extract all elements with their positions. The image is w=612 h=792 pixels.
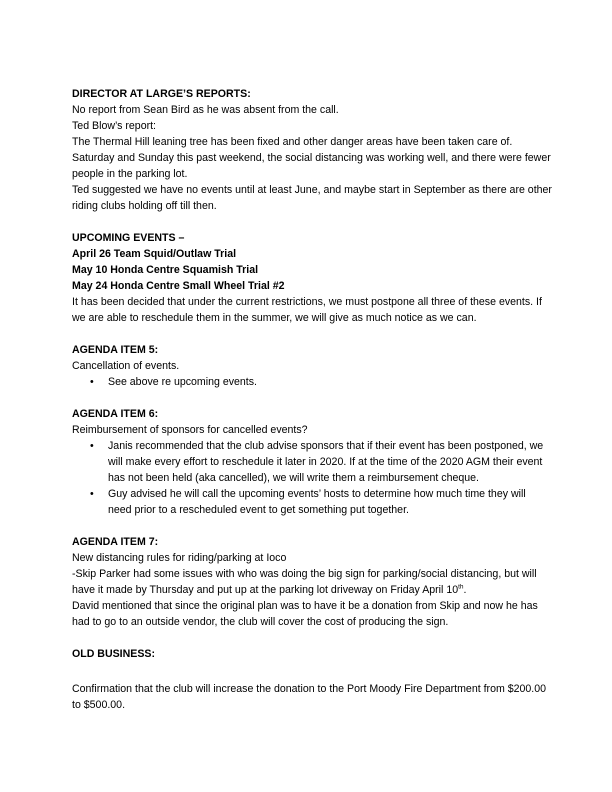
bullet-icon: •	[90, 488, 94, 500]
skip-parker-text: -Skip Parker had some issues with who was doing the big sign for parking/social distancing, but will have it made by Thursday and put up at the parking lot driveway on Friday April 10	[72, 568, 537, 596]
director-reports-heading: DIRECTOR AT LARGE’S REPORTS:	[72, 88, 251, 100]
donation-confirmation: Confirmation that the club will increase the donation to the Port Moody Fire Department from $200.00 to $500.00.	[72, 683, 547, 711]
agenda-item-5-list	[72, 374, 552, 390]
event-item: April 26 Team Squid/Outlaw Trial	[72, 248, 237, 260]
agenda-item-7-intro: New distancing rules for riding/parking at Ioco	[72, 552, 287, 564]
upcoming-events-heading: UPCOMING EVENTS –	[72, 232, 185, 244]
sentence-end: .	[463, 584, 467, 596]
old-business-heading: OLD BUSINESS:	[72, 648, 155, 660]
minutes-page	[72, 86, 552, 713]
spacer	[72, 214, 552, 230]
list-item-text: Guy advised he will call the upcoming events’ hosts to determine how much time they will need prior to a rescheduled event to get something put together.	[108, 488, 526, 516]
skip-parker-note	[72, 566, 552, 598]
thermal-hill-note: The Thermal Hill leaning tree has been fixed and other danger areas have been taken care of.	[72, 136, 513, 148]
spacer	[72, 326, 552, 342]
spacer	[72, 390, 552, 406]
event-item: May 10 Honda Centre Squamish Trial	[72, 264, 259, 276]
list-item	[72, 486, 552, 518]
agenda-item-6-intro: Reimbursement of sponsors for cancelled events?	[72, 424, 308, 436]
list-item-text: Janis recommended that the club advise sponsors that if their event has been postponed, we will make every effort to reschedule it later in 2020. If at the time of the 2020 AGM their event has not been held (aka cancelled), we will write them a reimbursement cheque.	[108, 440, 544, 484]
weekend-distancing-note: Saturday and Sunday this past weekend, the social distancing was working well, and there were fewer people in the parking lot.	[72, 152, 551, 180]
postpone-note: It has been decided that under the current restrictions, we must postpone all three of these events. If we are able to reschedule them in the summer, we will give as much notice as we can.	[72, 296, 542, 324]
agenda-item-6-heading: AGENDA ITEM 6:	[72, 408, 159, 420]
spacer	[72, 518, 552, 534]
ted-blow-label: Ted Blow’s report:	[72, 120, 157, 132]
bullet-icon: •	[90, 376, 94, 388]
list-item	[72, 374, 552, 390]
ordinal-suffix: th	[458, 583, 464, 591]
sean-bird-note: No report from Sean Bird as he was absent from the call.	[72, 104, 339, 116]
spacer	[72, 630, 552, 646]
bullet-icon: •	[90, 440, 94, 452]
agenda-item-5-heading: AGENDA ITEM 5:	[72, 344, 159, 356]
spacer	[72, 662, 552, 678]
agenda-item-6-list	[72, 438, 552, 518]
agenda-item-7-heading: AGENDA ITEM 7:	[72, 536, 159, 548]
david-note: David mentioned that since the original plan was to have it be a donation from Skip and now he has had to go to an outside vendor, the club will cover the cost of producing the sign.	[72, 600, 538, 628]
event-item: May 24 Honda Centre Small Wheel Trial #2	[72, 280, 285, 292]
list-item-text: See above re upcoming events.	[108, 376, 257, 388]
list-item	[72, 438, 552, 486]
agenda-item-5-intro: Cancellation of events.	[72, 360, 180, 372]
ted-suggestion-note: Ted suggested we have no events until at least June, and maybe start in September as there are other riding clubs holding off till then.	[72, 184, 552, 212]
